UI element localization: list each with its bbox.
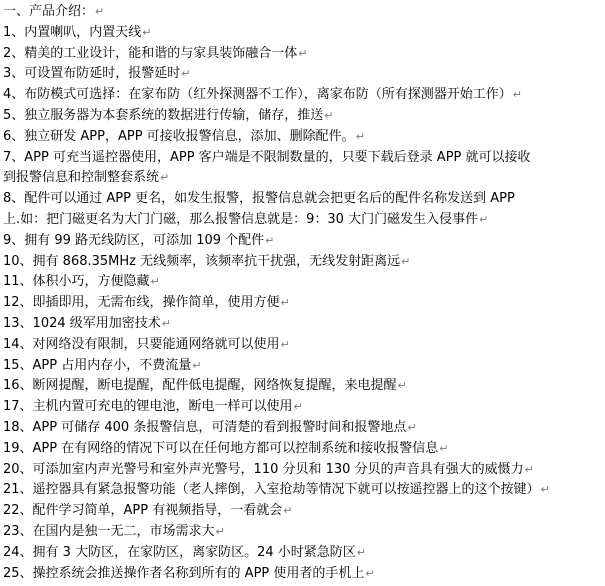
paragraph-mark-icon: ↵	[283, 504, 293, 518]
list-item	[3, 127, 605, 148]
list-item-text: 2、精美的工业设计，能和谐的与家具装饰融合一体	[3, 45, 298, 61]
list-item	[3, 23, 605, 44]
list-item	[3, 314, 605, 335]
paragraph-mark-icon: ↵	[215, 524, 225, 538]
list-item-text: 到报警信息和控制整套系统	[3, 170, 160, 186]
paragraph-mark-icon: ↵	[293, 400, 303, 414]
list-item-text: 7、APP 可充当遥控器使用，APP 客户端是不限制数量的，只要下载后登录 APP 就可以接收	[3, 149, 531, 165]
list-item	[3, 564, 605, 585]
paragraph-mark-icon: ↵	[512, 88, 522, 102]
paragraph-mark-icon: ↵	[265, 233, 275, 247]
list-item-text: 17、主机内置可充电的锂电池，断电一样可以使用	[3, 399, 293, 415]
list-item	[3, 106, 605, 127]
feature-list	[3, 23, 605, 585]
paragraph-mark-icon: ↵	[160, 171, 170, 185]
list-item-text: 3、可设置布防延时，报警延时	[3, 66, 181, 82]
list-item	[3, 480, 605, 501]
list-item	[3, 418, 605, 439]
paragraph-mark-icon: ↵	[365, 566, 375, 580]
list-item	[3, 189, 605, 210]
paragraph-mark-icon: ↵	[298, 46, 308, 60]
list-item-text: 15、APP 占用内存小，不费流量	[3, 357, 192, 373]
list-item-text: 6、独立研发 APP，APP 可接收报警信息，添加、删除配件。	[3, 128, 355, 144]
list-item	[3, 376, 605, 397]
list-item	[3, 231, 605, 252]
list-item-text: 13、1024 级军用加密技术	[3, 315, 161, 331]
paragraph-mark-icon: ↵	[356, 545, 366, 559]
list-item-text: 11、体积小巧，方便隐藏	[3, 274, 150, 290]
list-item-text: 上.如：把门磁更名为大门门磁，那么报警信息就是：9：30 大门门磁发生入侵事件	[3, 211, 479, 227]
paragraph-mark-icon: ↵	[524, 462, 534, 476]
list-item-text: 1、内置喇叭，内置天线	[3, 24, 142, 40]
paragraph-mark-icon: ↵	[540, 483, 550, 497]
list-item	[3, 397, 605, 418]
list-item-text: 20、可添加室内声光警号和室外声光警号，110 分贝和 130 分贝的声音具有强大的威慑力	[3, 461, 524, 477]
list-item	[3, 148, 605, 169]
paragraph-mark-icon: ↵	[192, 358, 202, 372]
list-item	[3, 356, 605, 377]
list-item-text: 23、在国内是独一无二，市场需求大	[3, 523, 215, 539]
list-item	[3, 522, 605, 543]
paragraph-mark-icon: ↵	[439, 441, 449, 455]
list-item-text: 8、配件可以通过 APP 更名，如发生报警，报警信息就会把更名后的配件名称发送到 APP	[3, 191, 515, 207]
list-item	[3, 293, 605, 314]
paragraph-mark-icon: ↵	[355, 129, 365, 143]
list-item	[3, 64, 605, 85]
section-heading	[3, 2, 605, 23]
list-item-text: 5、独立服务器为本套系统的数据进行传输，储存，推送	[3, 107, 324, 123]
list-item-text: 9、拥有 99 路无线防区，可添加 109 个配件	[3, 232, 265, 248]
list-item	[3, 44, 605, 65]
list-item	[3, 335, 605, 356]
paragraph-mark-icon: ↵	[161, 316, 171, 330]
list-item-text: 14、对网络没有限制，只要能通网络就可以使用	[3, 336, 280, 352]
paragraph-mark-icon: ↵	[479, 212, 489, 226]
list-item-text: 12、即插即用，无需布线，操作简单，使用方便	[3, 295, 280, 311]
list-item-text: 16、断网提醒，断电提醒，配件低电提醒，网络恢复提醒，来电提醒	[3, 378, 397, 394]
list-item	[3, 543, 605, 564]
paragraph-mark-icon: ↵	[324, 108, 334, 122]
paragraph-mark-icon: ↵	[181, 67, 191, 81]
paragraph-mark-icon: ↵	[95, 5, 105, 18]
list-item-text: 21、遥控器具有紧急报警功能（老人摔倒，入室抢劫等情况下就可以按遥控器上的这个按键）	[3, 482, 540, 498]
list-item-text: 19、APP 在有网络的情况下可以在任何地方都可以控制系统和接收报警信息	[3, 440, 439, 456]
paragraph-mark-icon: ↵	[401, 254, 411, 268]
section-heading-text: 一、产品介绍：	[3, 4, 95, 19]
list-item	[3, 252, 605, 273]
list-item-text: 24、拥有 3 大防区，在家防区，离家防区。24 小时紧急防区	[3, 544, 356, 560]
paragraph-mark-icon: ↵	[397, 379, 407, 393]
list-item	[3, 168, 605, 189]
list-item	[3, 272, 605, 293]
list-item-text: 22、配件学习简单，APP 有视频指导，一看就会	[3, 503, 283, 519]
paragraph-mark-icon: ↵	[280, 337, 290, 351]
list-item	[3, 501, 605, 522]
paragraph-mark-icon: ↵	[142, 25, 152, 39]
list-item	[3, 439, 605, 460]
list-item	[3, 460, 605, 481]
list-item-text: 18、APP 可储存 400 条报警信息，可清楚的看到报警时间和报警地点	[3, 419, 407, 435]
paragraph-mark-icon: ↵	[150, 275, 160, 289]
list-item-text: 10、拥有 868.35MHz 无线频率，该频率抗干扰强，无线发射距离远	[3, 253, 401, 269]
paragraph-mark-icon: ↵	[280, 296, 290, 310]
list-item	[3, 210, 605, 231]
list-item-text: 4、布防模式可选择：在家布防（红外探测器不工作），离家布防（所有探测器开始工作）	[3, 87, 512, 103]
list-item	[3, 85, 605, 106]
paragraph-mark-icon: ↵	[407, 420, 417, 434]
list-item-text: 25、操控系统会推送操作者名称到所有的 APP 使用者的手机上	[3, 565, 365, 581]
